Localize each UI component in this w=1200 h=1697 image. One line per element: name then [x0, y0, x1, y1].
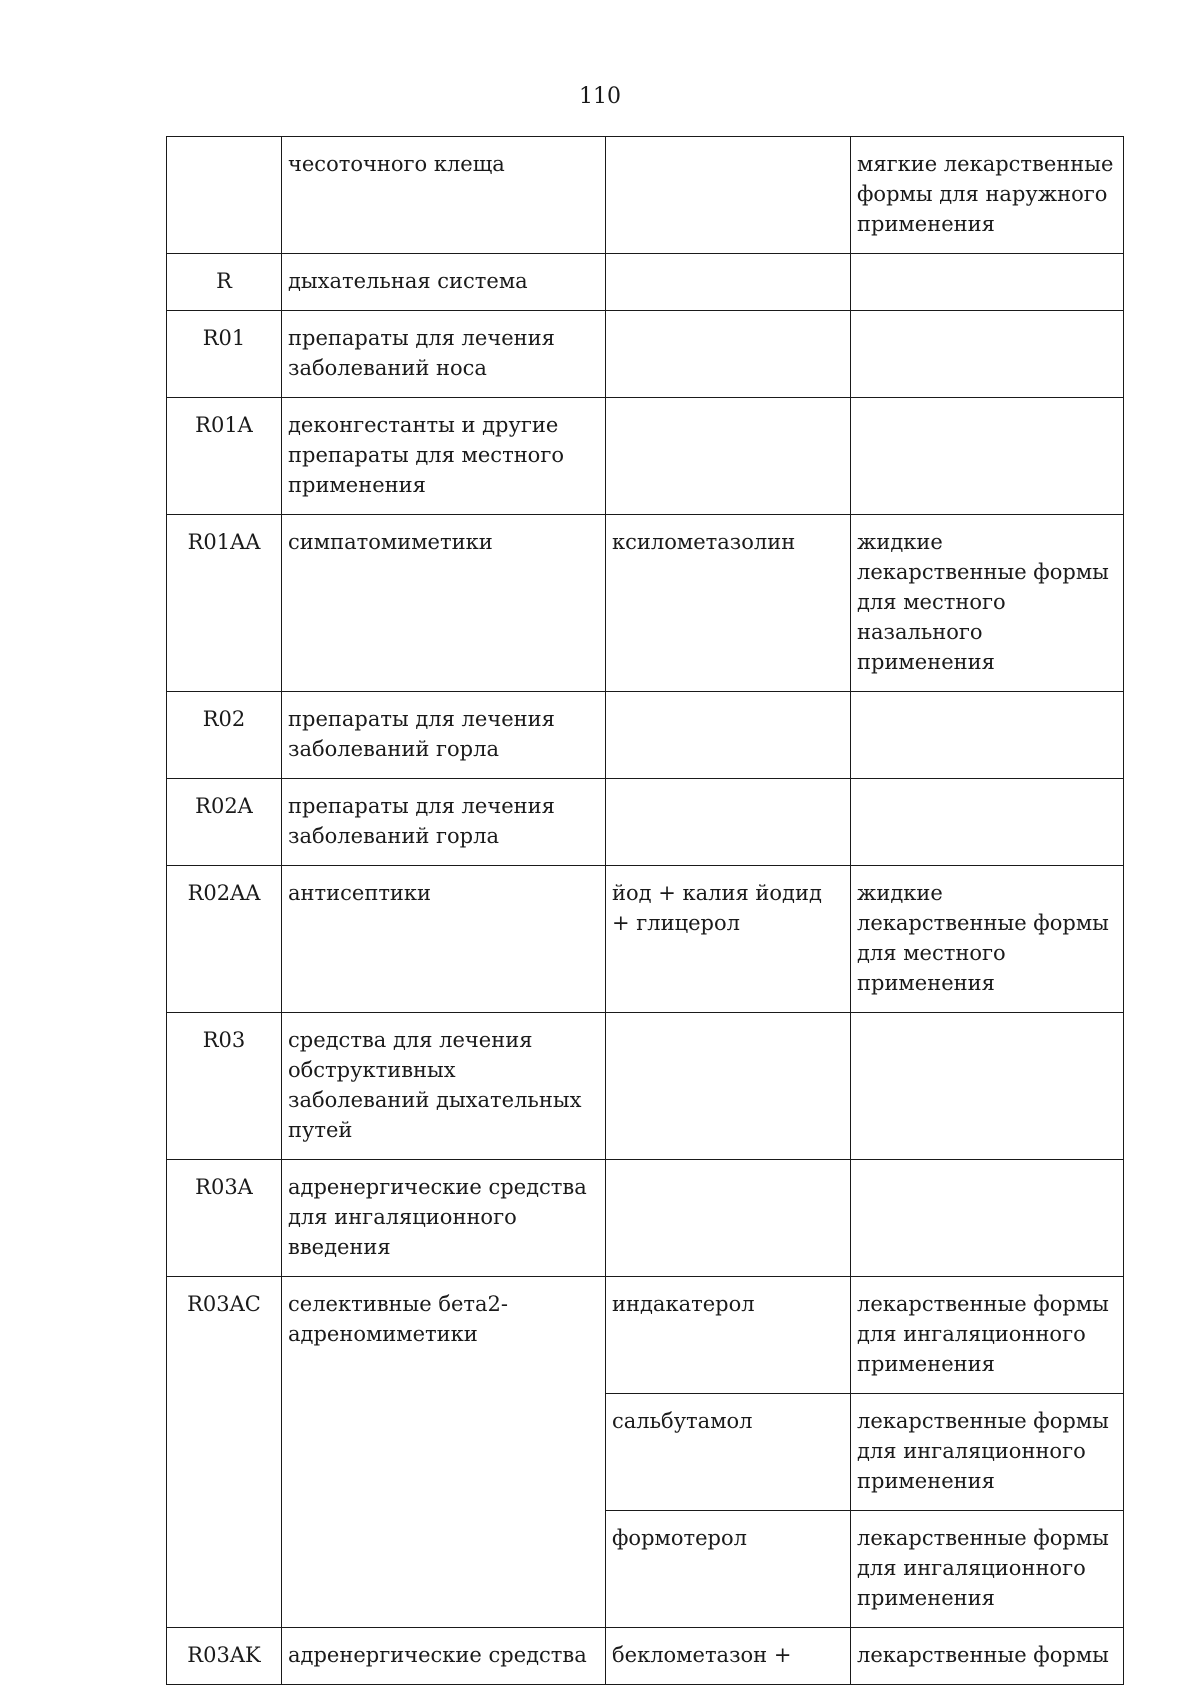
- substance-cell: йод + калия йодид + глицерол: [606, 866, 851, 1013]
- dosage-form-cell: [851, 1013, 1124, 1160]
- dosage-form-cell: жидкие лекарственные формы для местного назального применения: [851, 515, 1124, 692]
- atc-group-name-cell: препараты для лечения заболеваний горла: [282, 692, 606, 779]
- dosage-form-cell: [851, 1160, 1124, 1277]
- atc-group-name-cell: чесоточного клеща: [282, 137, 606, 254]
- atc-group-name-cell: симпатомиметики: [282, 515, 606, 692]
- atc-code-cell: R03AC: [167, 1277, 282, 1628]
- table-row: [167, 1628, 1124, 1685]
- substance-cell: беклометазон +: [606, 1628, 851, 1685]
- dosage-form-cell: [851, 254, 1124, 311]
- table-row: [167, 311, 1124, 398]
- table-row: [167, 1277, 1124, 1394]
- substance-cell: [606, 692, 851, 779]
- substance-cell: [606, 254, 851, 311]
- atc-group-name-cell: деконгестанты и другие препараты для местного применения: [282, 398, 606, 515]
- atc-group-name-cell: препараты для лечения заболеваний носа: [282, 311, 606, 398]
- substance-cell: [606, 311, 851, 398]
- atc-group-name-cell: антисептики: [282, 866, 606, 1013]
- atc-code-cell: [167, 137, 282, 254]
- dosage-form-cell: жидкие лекарственные формы для местного применения: [851, 866, 1124, 1013]
- dosage-form-cell: [851, 398, 1124, 515]
- substance-cell: [606, 779, 851, 866]
- table-row: [167, 1013, 1124, 1160]
- atc-code-cell: R: [167, 254, 282, 311]
- dosage-form-cell: [851, 692, 1124, 779]
- substance-cell: сальбутамол: [606, 1394, 851, 1511]
- atc-group-name-cell: средства для лечения обструктивных заболеваний дыхательных путей: [282, 1013, 606, 1160]
- substance-cell: [606, 398, 851, 515]
- atc-group-name-cell: селективные бета2-адреномиметики: [282, 1277, 606, 1628]
- substance-cell: [606, 1160, 851, 1277]
- table-row: [167, 515, 1124, 692]
- atc-code-cell: R02: [167, 692, 282, 779]
- atc-code-cell: R03AK: [167, 1628, 282, 1685]
- atc-code-cell: R01AA: [167, 515, 282, 692]
- dosage-form-cell: мягкие лекарственные формы для наружного применения: [851, 137, 1124, 254]
- dosage-form-cell: лекарственные формы для ингаляционного применения: [851, 1394, 1124, 1511]
- substance-cell: [606, 1013, 851, 1160]
- substance-cell: формотерол: [606, 1511, 851, 1628]
- atc-code-cell: R01: [167, 311, 282, 398]
- atc-group-name-cell: дыхательная система: [282, 254, 606, 311]
- table-row: [167, 1160, 1124, 1277]
- atc-group-name-cell: адренергические средства: [282, 1628, 606, 1685]
- table-row: [167, 779, 1124, 866]
- atc-code-cell: R02AA: [167, 866, 282, 1013]
- table-row: [167, 398, 1124, 515]
- substance-cell: индакатерол: [606, 1277, 851, 1394]
- page-number: 110: [579, 84, 621, 109]
- dosage-form-cell: лекарственные формы для ингаляционного применения: [851, 1511, 1124, 1628]
- table-row: [167, 137, 1124, 254]
- table-row: [167, 254, 1124, 311]
- drug-classification-table: [166, 136, 1124, 1685]
- substance-cell: [606, 137, 851, 254]
- substance-cell: ксилометазолин: [606, 515, 851, 692]
- atc-code-cell: R01A: [167, 398, 282, 515]
- table-row: [167, 866, 1124, 1013]
- atc-group-name-cell: препараты для лечения заболеваний горла: [282, 779, 606, 866]
- dosage-form-cell: [851, 311, 1124, 398]
- dosage-form-cell: лекарственные формы для ингаляционного применения: [851, 1277, 1124, 1394]
- atc-code-cell: R03A: [167, 1160, 282, 1277]
- atc-group-name-cell: адренергические средства для ингаляционного введения: [282, 1160, 606, 1277]
- atc-code-cell: R02A: [167, 779, 282, 866]
- dosage-form-cell: [851, 779, 1124, 866]
- atc-code-cell: R03: [167, 1013, 282, 1160]
- dosage-form-cell: лекарственные формы: [851, 1628, 1124, 1685]
- table-row: [167, 692, 1124, 779]
